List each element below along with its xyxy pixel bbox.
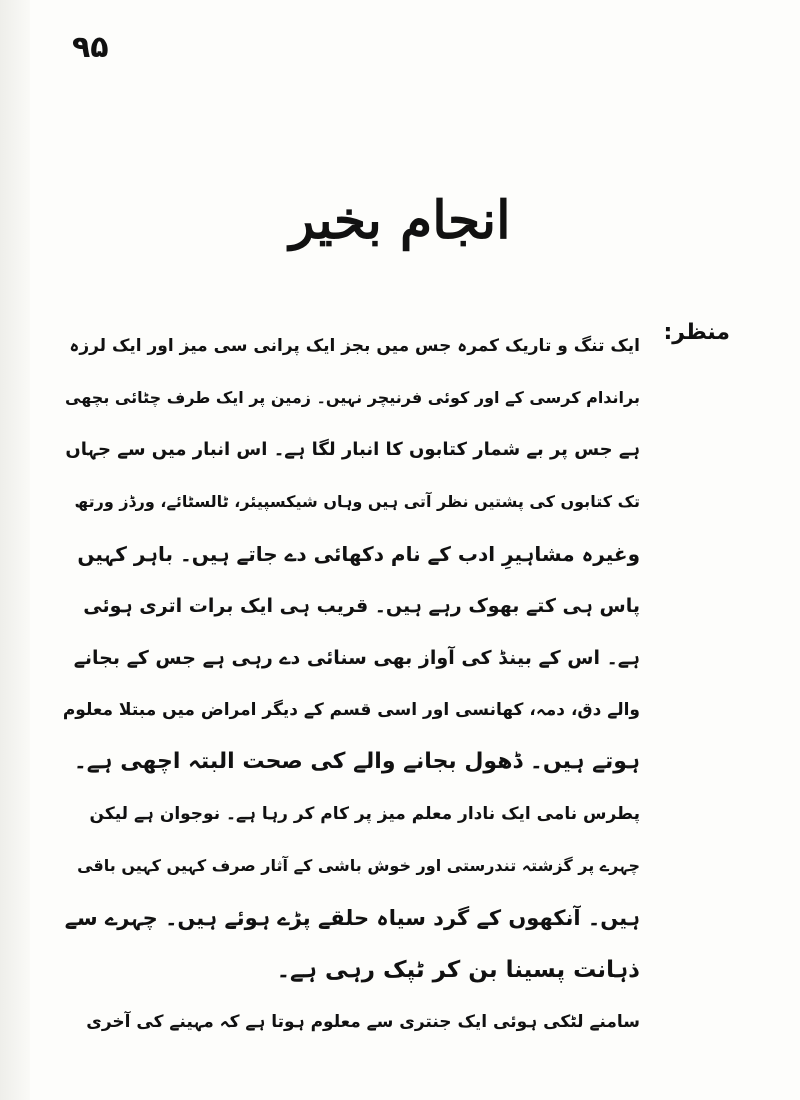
text-line: تک کتابوں کی پشتیں نظر آتی ہیں وہاں شیکسپیئر، ٹالسٹائے، ورڈز ورتھ [74, 492, 640, 511]
text-line: ہے۔ اس کے بینڈ کی آواز بھی سنائی دے رہی ہے جس کے بجانے [73, 647, 640, 669]
scene-label: منظر: [663, 320, 730, 345]
scan-edge-shadow [0, 0, 30, 1100]
text-line: ذہانت پسینا بن کر ٹپک رہی ہے۔ [276, 957, 640, 983]
text-line: ہے جس پر بے شمار کتابوں کا انبار لگا ہے۔ اس انبار میں سے جہاں [65, 439, 640, 460]
text-line: والے دق، دمہ، کھانسی اور اسی قسم کے دیگر امراض میں مبتلا معلوم [62, 700, 640, 720]
text-line: چہرے پر گزشتہ تندرستی اور خوش باشی کے آثار صرف کہیں کہیں باقی [77, 856, 640, 875]
text-line: براندام کرسی کے اور کوئی فرنیچر نہیں۔ زمین پر ایک طرف چٹائی بچھی [65, 388, 640, 407]
text-line: ہیں۔ آنکھوں کے گرد سیاہ حلقے پڑے ہوئے ہیں۔ چہرے سے [64, 906, 640, 930]
text-line: پاس ہی کتے بھوک رہے ہیں۔ قریب ہی ایک برات اتری ہوئی [83, 595, 640, 617]
text-line: سامنے لٹکی ہوئی ایک جنتری سے معلوم ہوتا ہے کہ مہینے کی آخری [86, 1012, 640, 1032]
text-line: ایک تنگ و تاریک کمرہ جس میں بجز ایک پرانی سی میز اور ایک لرزہ [69, 336, 640, 356]
page-number: ۹۵ [72, 30, 109, 65]
text-line: پطرس نامی ایک نادار معلم میز پر کام کر رہا ہے۔ نوجوان ہے لیکن [89, 804, 640, 824]
chapter-title: انجام بخیر [289, 190, 511, 251]
text-line: وغیرہ مشاہیرِ ادب کے نام دکھائی دے جاتے ہیں۔ باہر کہیں [77, 542, 640, 566]
text-line: ہوتے ہیں۔ ڈھول بجانے والے کی صحت البتہ اچھی ہے۔ [73, 749, 640, 774]
body-text [60, 320, 640, 1048]
